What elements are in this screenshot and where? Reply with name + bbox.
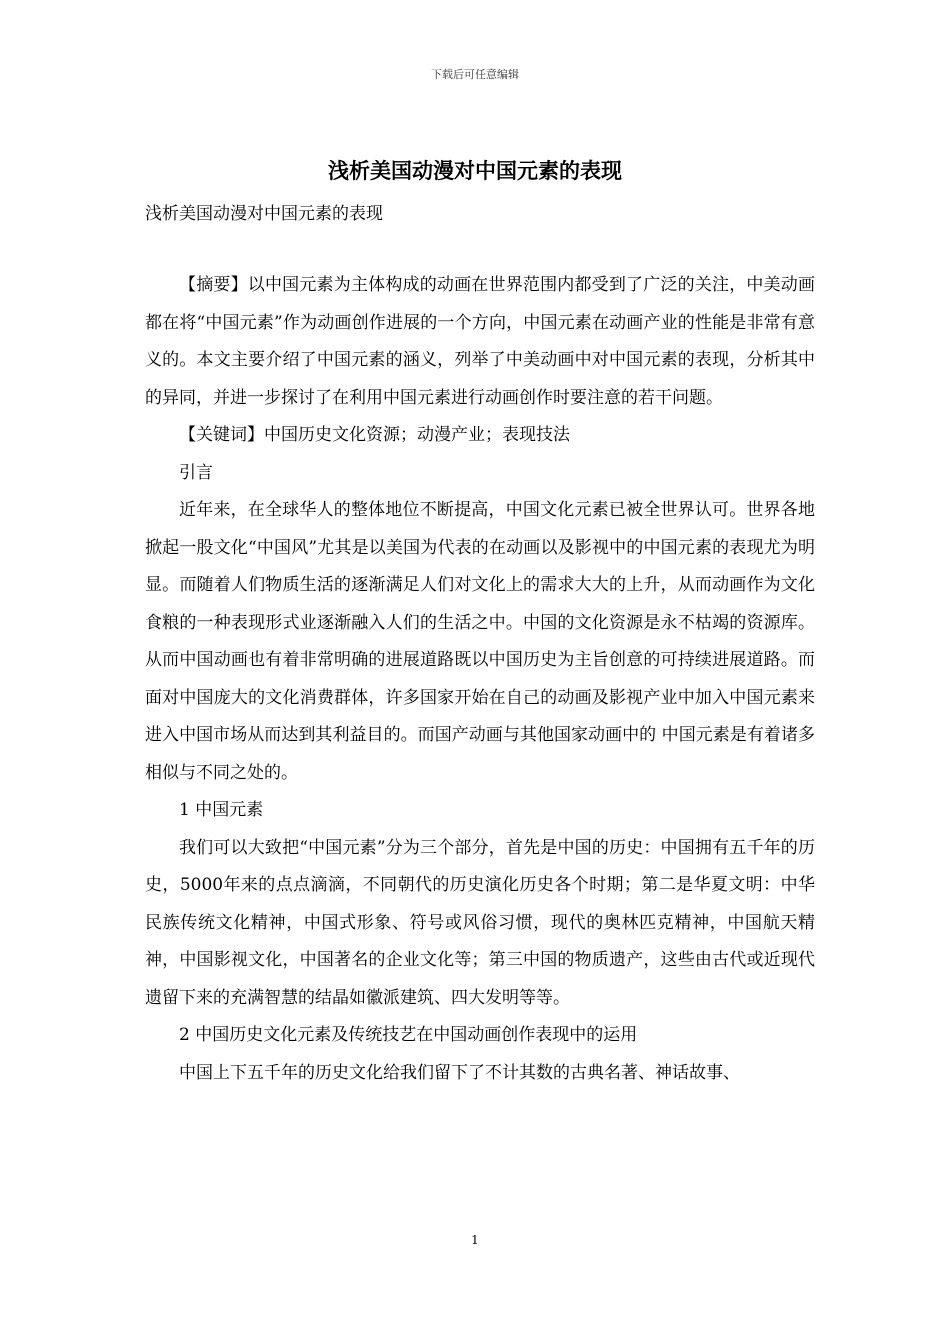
header-note: 下载后可任意编辑 — [431, 68, 519, 81]
section-heading-1: 1 中国元素 — [179, 800, 264, 820]
keywords-paragraph: 【关键词】中国历史文化资源；动漫产业；表现技法 — [179, 425, 570, 445]
section-1-paragraph: 我们可以大致把“中国元素”分为三个部分，首先是中国的历史：中国拥有五千年的历史，5000年来的点点滴滴，不同朝代的历史演化历史各个时期；第二是华夏文明：中华民族传统文化精神，中国式形象、符号或风俗习惯，现代的奥林匹克精神，中国航天精神，中国影视文化，中国著名的企业文化等；第三中国的物质遗产，这些由古代或近现代遗留下来的充满智慧的结晶如徽派建筑、四大发明等等。 — [145, 837, 815, 1008]
page-number: 1 — [471, 1233, 479, 1247]
section-heading-2: 2 中国历史文化元素及传统技艺在中国动画创作表现中的运用 — [179, 1025, 638, 1045]
document-subtitle: 浅析美国动漫对中国元素的表现 — [145, 204, 383, 224]
section-2-paragraph: 中国上下五千年的历史文化给我们留下了不计其数的古典名著、神话故事、 — [179, 1062, 740, 1083]
abstract-paragraph: 【摘要】以中国元素为主体构成的动画在世界范围内都受到了广泛的关注，中美动画都在将“中国元素”作为动画创作进展的一个方向，中国元素在动画产业的性能是非常有意义的。本文主要介绍了中国元素的涵义，列举了中美动画中对中国元素的表现，分析其中的异同，并进一步探讨了在利用中国元素进行动画创作时要注意的若干问题。 — [145, 275, 815, 408]
introduction-paragraph: 近年来，在全球华人的整体地位不断提高，中国文化元素已被全世界认可。世界各地掀起一股文化“中国风”尤其是以美国为代表的在动画以及影视中的中国元素的表现尤为明显。而随着人们物质生活的逐渐满足人们对文化上的需求大大的上升，从而动画作为文化食粮的一种表现形式业逐渐融入人们的生活之中。中国的文化资源是永不枯竭的资源库。从而中国动画也有着非常明确的进展道路既以中国历史为主旨创意的可持续进展道路。而面对中国庞大的文化消费群体，许多国家开始在自己的动画及影视产业中加入中国元素来进入中国市场从而达到其利益目的。而国产动画与其他国家动画中的 中国元素是有着诸多相似与不同之处的。 — [145, 500, 815, 783]
document-body — [145, 267, 815, 1092]
document-title: 浅析美国动漫对中国元素的表现 — [328, 159, 622, 183]
section-heading-introduction: 引言 — [179, 462, 213, 483]
